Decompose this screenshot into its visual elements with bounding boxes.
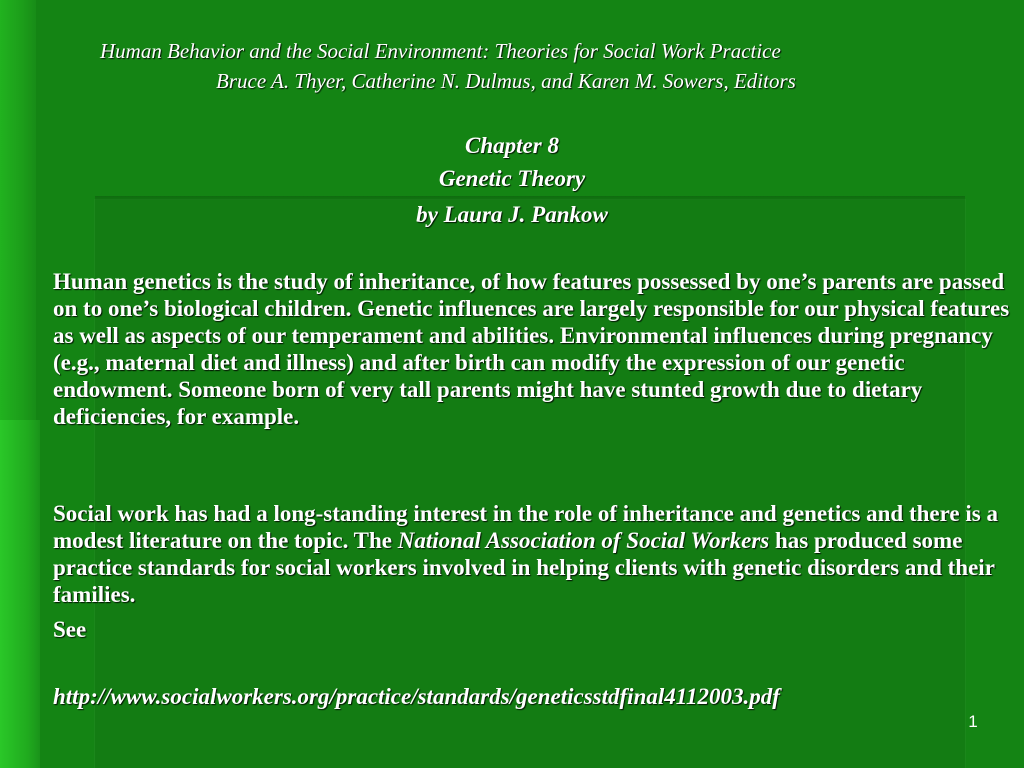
book-editors: Bruce A. Thyer, Catherine N. Dulmus, and Karen M. Sowers, Editors (216, 69, 796, 93)
paragraph-2-text-end: has produced some practice standards for social workers involved in helping clients with genetic disorders and their families. (53, 528, 995, 607)
slide-number: 1 (968, 712, 978, 731)
paragraph-genetics-intro: Human genetics is the study of inheritance, of how features possessed by one’s parents are passed on to one’s biological children. Genetic influences are largely responsible for our physical features as well as aspects of our temperament and abilities. Environmental influences during pregnancy (e.g., maternal diet and illness) and after birth can modify the expression of our genetic endowment. Someone born of very tall parents might have stunted growth due to dietary deficiencies, for example. (53, 269, 1010, 429)
chapter-title: Genetic Theory (438, 166, 586, 191)
paragraph-2-text-start: Social work has had a long-standing interest in the role of inheritance and genetics and there is a modest literature on the topic. The (53, 501, 998, 553)
paragraph-social-work (53, 500, 1013, 608)
nasw-name: National Association of Social Workers (397, 528, 770, 553)
standards-url-link[interactable]: http://www.socialworkers.org/practice/standards/geneticsstdfinal4112003.pdf (53, 684, 780, 709)
left-accent-lower-bar (0, 420, 40, 768)
chapter-author: by Laura J. Pankow (416, 202, 608, 227)
see-label: See (53, 617, 87, 642)
chapter-number: Chapter 8 (465, 133, 559, 158)
book-title: Human Behavior and the Social Environment: Theories for Social Work Practice (100, 39, 781, 63)
